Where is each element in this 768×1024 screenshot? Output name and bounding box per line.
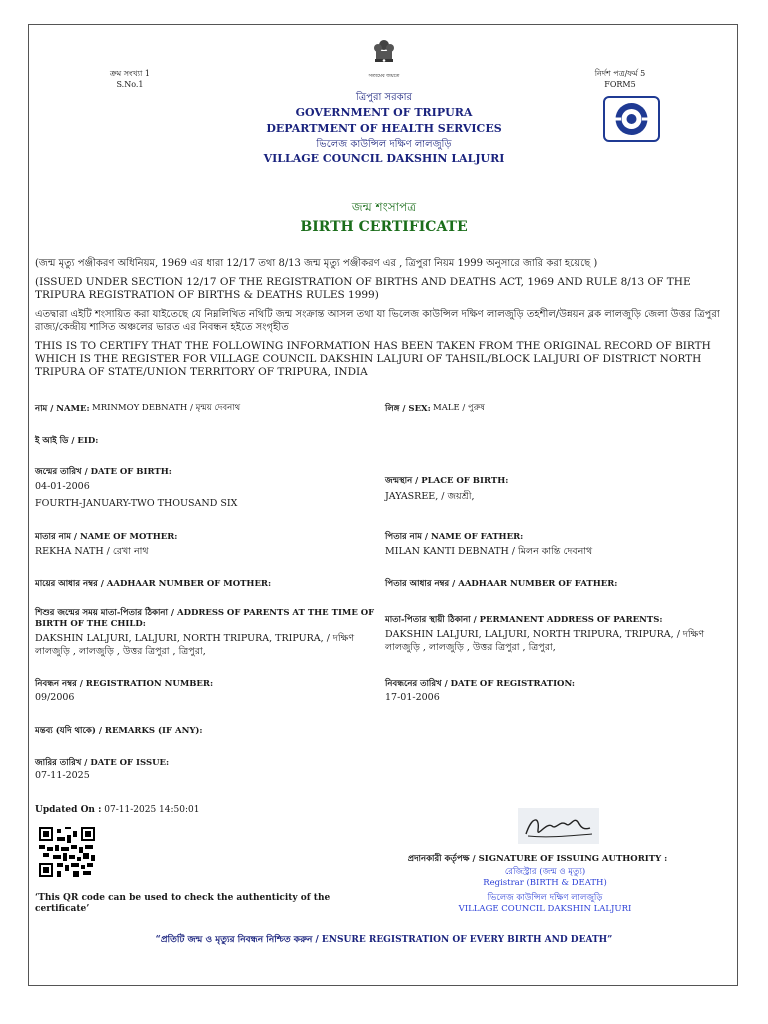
registration-date-value: 17-01-2006: [385, 692, 440, 703]
issue-date-value: 07-11-2025: [35, 770, 90, 781]
address-at-birth-value: DAKSHIN LALJURI, LALJURI, NORTH TRIPURA, TRIPURA, / দক্ষিণ লালজুড়ি , লালজুড়ি , উত্তর ত্রিপুরা , ত্রিপুরা,: [35, 633, 355, 657]
issue-date-label: জারির তারিখ / DATE OF ISSUE:: [35, 758, 170, 768]
updated-on-label: Updated On :: [35, 805, 102, 815]
father-name-label: পিতার নাম / NAME OF FATHER:: [385, 532, 524, 542]
registration-number-label: নিবন্ধন নম্বর / REGISTRATION NUMBER:: [35, 679, 214, 689]
father-name-value: MILAN KANTI DEBNATH / মিলন কান্তি দেবনাথ: [385, 546, 593, 557]
govt-name: GOVERNMENT OF TRIPURA: [295, 106, 473, 119]
name-value: MRINMOY DEBNATH / মৃন্ময় দেবনাথ: [92, 403, 241, 413]
registrar-council-bengali: ভিলেজ কাউন্সিল দক্ষিণ লালজুড়ি: [487, 893, 603, 903]
updated-on: [35, 805, 199, 815]
permanent-address-value: DAKSHIN LALJURI, LALJURI, NORTH TRIPURA, TRIPURA, / দক্ষিণ লালজুড়ি , লালজুড়ি , উত্তর ত্রিপুরা , ত্রিপুরা,: [385, 629, 705, 653]
issued-under-bengali: (জন্ম মৃত্যু পঞ্জীকরণ অধিনিয়ম, 1969 এর ধারা 12/17 তথা 8/13 জন্ম মৃত্যু পঞ্জীকরণ এর , ত্রিপুরা নিয়ম 1999 অনুসারে জারি করা হয়েছে ): [35, 258, 598, 269]
certify-text: THIS IS TO CERTIFY THAT THE FOLLOWING INFORMATION HAS BEEN TAKEN FROM THE ORIGINAL RECORD OF BIRTH WHICH IS THE REGISTER FOR VILLAGE COUNCIL DAKSHIN LALJURI OF TAHSIL/BLOCK LALJURI OF DISTRICT NORTH TRIPURA OF STATE/UNION TERRITORY OF TRIPURA, INDIA: [35, 340, 711, 378]
mother-name-value: REKHA NATH / রেখা নাথ: [35, 546, 149, 557]
serial-number: S.No.1: [116, 80, 144, 89]
registration-date-label: নিবন্ধনের তারিখ / DATE OF REGISTRATION:: [385, 679, 576, 689]
sex-value: MALE / পুরুষ: [433, 403, 485, 413]
serial-number-bengali: ক্রম সংখ্যা 1: [110, 69, 150, 78]
signature-authority-label: প্রদানকারী কর্তৃপক্ষ / SIGNATURE OF ISSUING AUTHORITY :: [407, 854, 668, 864]
aadhaar-mother-label: মায়ের আধার নম্বর / AADHAAR NUMBER OF MOTHER:: [35, 579, 272, 589]
registrar-title: Registrar (BIRTH & DEATH): [483, 878, 607, 888]
form-number: FORM5: [604, 80, 636, 89]
name-label: নাম / NAME:: [35, 404, 90, 414]
eid-label: ই আই ডি / EID:: [35, 436, 99, 446]
registrar-bengali: রেজিস্ট্রার (জন্ম ও মৃত্যু): [504, 867, 586, 877]
dob-words: FOURTH-JANUARY-TWO THOUSAND SIX: [35, 498, 238, 509]
mother-name-label: মাতার নাম / NAME OF MOTHER:: [35, 532, 178, 542]
registration-number-value: 09/2006: [35, 692, 75, 703]
issued-under: (ISSUED UNDER SECTION 12/17 OF THE REGISTRATION OF BIRTHS AND DEATHS ACT, 1969 AND RULE 8/13 OF THE TRIPURA REGISTRATION OF BIRTHS & DEATHS RULES 1999): [35, 276, 691, 301]
govt-name-bengali: ত্রিপুরা সরকার: [355, 92, 413, 103]
council-name: VILLAGE COUNCIL DAKSHIN LALJURI: [263, 152, 505, 165]
qr-code-icon[interactable]: [39, 827, 95, 877]
certificate-title-bengali: জন্ম শংসাপত্র: [351, 200, 417, 214]
remarks-label: মন্তব্য (যদি থাকে) / REMARKS (IF ANY):: [35, 726, 203, 736]
qr-note: ‘This QR code can be used to check the authenticity of the certificate’: [35, 893, 331, 914]
certificate-title: BIRTH CERTIFICATE: [300, 219, 468, 235]
registrar-council: VILLAGE COUNCIL DAKSHIN LALJURI: [458, 904, 632, 914]
registration-slogan: “প্রতিটি জন্ম ও মৃত্যুর নিবন্ধন নিশ্চিত করুন / ENSURE REGISTRATION OF EVERY BIRTH AND DEATH”: [155, 935, 613, 945]
updated-on-value: 07-11-2025 14:50:01: [104, 805, 200, 815]
place-of-birth-value: JAYASREE, / জয়শ্রী,: [385, 491, 475, 502]
national-emblem-icon: [372, 37, 396, 77]
council-name-bengali: ভিলেজ কাউন্সিল দক্ষিণ লালজুড়ি: [316, 139, 452, 150]
permanent-address-label: মাতা-পিতার স্থায়ী ঠিকানা / PERMANENT ADDRESS OF PARENTS:: [385, 615, 663, 625]
dob-value: 04-01-2006: [35, 481, 90, 492]
dob-label: জন্মের তারিখ / DATE OF BIRTH:: [35, 467, 172, 477]
form-number-bengali: নির্দশ পত্র/ফর্ম 5: [594, 69, 646, 78]
sex-label: লিঙ্গ / SEX:: [385, 404, 431, 414]
signature-image: [518, 808, 599, 844]
certify-text-bengali: এতদ্বারা এইটি শংসায়িত করা যাইতেছে যে নিম্নলিখিত নথিটি জন্ম সংক্রান্ত আসল তথা যা ভিলেজ কাউন্সিল দক্ষিণ লালজুড়ি তহশীল/উন্নয়ন ব্লক লালজুড়ি জেলা উত্তর ত্রিপুরা রাজ্য/কেন্দ্রীয় শাসিত অঞ্চলের ভারত এর নিবন্ধন হইতে সংগৃহীত: [35, 309, 720, 333]
aadhaar-father-label: পিতার আধার নম্বর / AADHAAR NUMBER OF FATHER:: [385, 579, 618, 589]
address-at-birth-label: শিশুর জন্মের সময় মাতা-পিতার ঠিকানা / ADDRESS OF PARENTS AT THE TIME OF BIRTH OF THE CHILD:: [35, 608, 375, 629]
place-of-birth-label: জন্মস্থান / PLACE OF BIRTH:: [385, 476, 509, 486]
emblem-caption: সত্যমেব জয়তে: [368, 73, 400, 79]
department-name: DEPARTMENT OF HEALTH SERVICES: [266, 122, 502, 135]
